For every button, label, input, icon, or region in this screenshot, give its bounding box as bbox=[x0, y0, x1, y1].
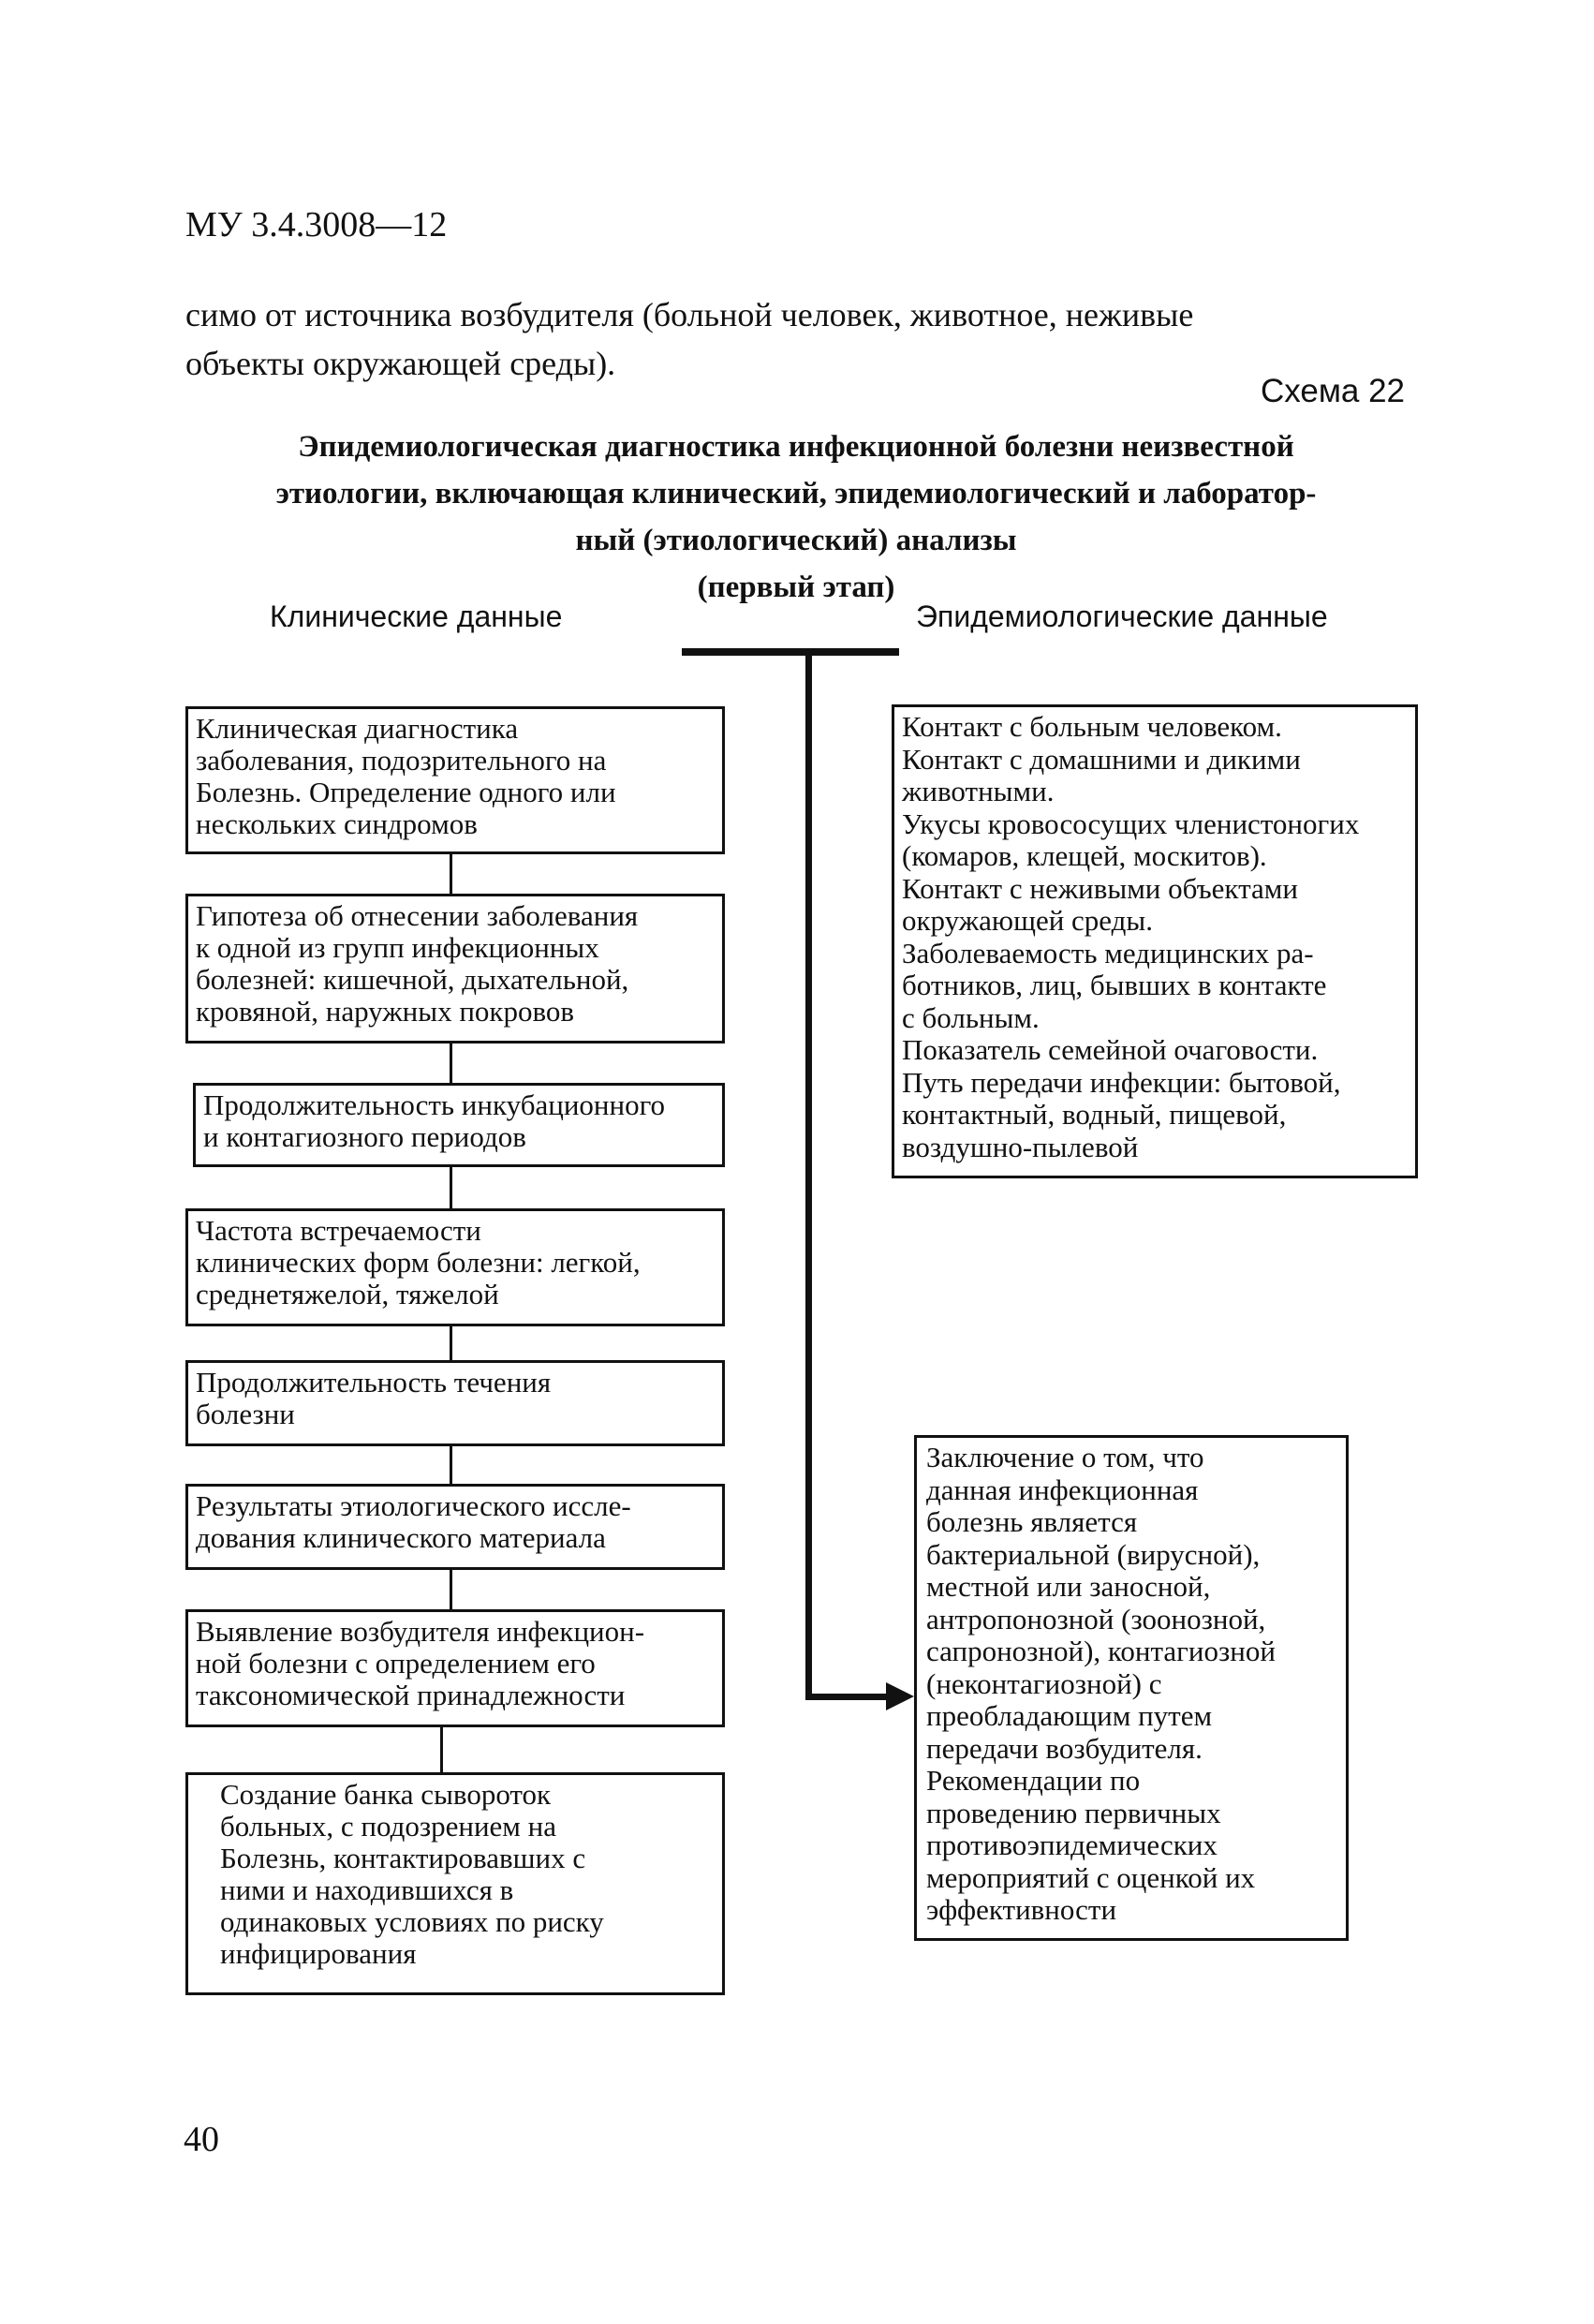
box-text-line: больных, с подозрением на bbox=[220, 1810, 557, 1843]
connector-line bbox=[450, 854, 452, 894]
title-line: ный (этиологический) анализы bbox=[575, 524, 1017, 557]
box-text-line: контактный, водный, пищевой, bbox=[902, 1098, 1287, 1131]
epidemiological-data-box bbox=[892, 704, 1418, 1178]
connector-line bbox=[450, 1446, 452, 1484]
scheme-label: Схема 22 bbox=[1260, 373, 1405, 409]
main-stem-line bbox=[805, 648, 812, 1699]
clinical-box-periods bbox=[193, 1083, 725, 1167]
connector-line bbox=[450, 1326, 452, 1360]
box-text-line: болезнь является bbox=[926, 1505, 1138, 1538]
box-text-line: Заключение о том, что bbox=[926, 1441, 1204, 1473]
intro-line: объекты окружающей среды). bbox=[185, 345, 616, 382]
box-text-line: проведению первичных bbox=[926, 1796, 1221, 1829]
box-text-line: Контакт с неживыми объектами bbox=[902, 871, 1298, 905]
box-text-line: кровяной, наружных покровов bbox=[196, 995, 575, 1028]
box-text-line: преобладающим путем bbox=[926, 1699, 1213, 1732]
box-text-line: (комаров, клещей, москитов). bbox=[902, 839, 1267, 872]
intro-line: симо от источника возбудителя (больной человек, животное, неживые bbox=[185, 296, 1194, 333]
box-text-line: бактериальной (вирусной), bbox=[926, 1537, 1261, 1571]
box-text-line: Частота встречаемости bbox=[196, 1214, 481, 1247]
clinical-box-serum-bank bbox=[185, 1772, 725, 1995]
title-line: Эпидемиологическая диагностика инфекционной болезни неизвестной bbox=[298, 430, 1294, 464]
box-text-line: Показатель семейной очаговости. bbox=[902, 1033, 1319, 1066]
box-text-line: заболевания, подозрительного на bbox=[196, 744, 607, 777]
box-text-line: воздушно-пылевой bbox=[902, 1130, 1139, 1163]
box-text-line: Продолжительность инкубационного bbox=[203, 1088, 666, 1121]
box-text-line: окружающей среды. bbox=[902, 904, 1154, 937]
document-code: МУ 3.4.3008—12 bbox=[185, 205, 448, 244]
box-text-line: болезни bbox=[196, 1398, 295, 1430]
column-header-epidemiological: Эпидемиологические данные bbox=[916, 600, 1328, 633]
box-text-line: передачи возбудителя. bbox=[926, 1731, 1203, 1765]
box-text-line: антропонозной (зоонозной, bbox=[926, 1602, 1266, 1636]
connector-line bbox=[450, 1570, 452, 1609]
box-text-line: Клиническая диагностика bbox=[196, 712, 519, 745]
box-text-line: противоэпидемических bbox=[926, 1828, 1218, 1861]
connector-line bbox=[450, 1044, 452, 1083]
box-text-line: данная инфекционная bbox=[926, 1473, 1199, 1506]
clinical-box-frequency bbox=[185, 1208, 725, 1326]
box-text-line: среднетяжелой, тяжелой bbox=[196, 1278, 499, 1310]
box-text-line: Выявление возбудителя инфекцион- bbox=[196, 1615, 645, 1648]
box-text-line: Болезнь, контактировавших с bbox=[220, 1842, 586, 1874]
box-text-line: одинаковых условиях по риску bbox=[220, 1905, 604, 1938]
connector-line bbox=[440, 1727, 443, 1772]
top-bar bbox=[682, 648, 899, 656]
box-text-line: дования клинического материала bbox=[196, 1521, 606, 1554]
box-text-line: Укусы кровососущих членистоногих bbox=[902, 807, 1360, 840]
arrow-head-icon bbox=[886, 1682, 914, 1710]
page-number: 40 bbox=[184, 2120, 219, 2159]
clinical-box-pathogen-detection bbox=[185, 1609, 725, 1727]
clinical-box-hypothesis bbox=[185, 894, 725, 1044]
conclusion-box bbox=[914, 1435, 1349, 1941]
clinical-box-etiology-results bbox=[185, 1484, 725, 1570]
box-text-line: Результаты этиологического иссле- bbox=[196, 1489, 631, 1522]
box-text-line: Болезнь. Определение одного или bbox=[196, 776, 616, 808]
box-text-line: Продолжительность течения bbox=[196, 1366, 552, 1399]
box-text-line: нескольких синдромов bbox=[196, 807, 478, 840]
box-text-line: Заболеваемость медицинских ра- bbox=[902, 936, 1314, 970]
clinical-box-duration bbox=[185, 1360, 725, 1446]
column-header-clinical: Клинические данные bbox=[270, 600, 563, 633]
box-text-line: с больным. bbox=[902, 1000, 1040, 1034]
clinical-box-diagnosis bbox=[185, 706, 725, 854]
box-text-line: мероприятий с оценкой их bbox=[926, 1860, 1256, 1894]
box-text-line: (неконтагиозной) с bbox=[926, 1666, 1162, 1700]
box-text-line: ной болезни с определением его bbox=[196, 1647, 596, 1680]
title-line: этиологии, включающая клинический, эпидемиологический и лаборатор- bbox=[275, 477, 1317, 511]
box-text-line: Гипотеза об отнесении заболевания bbox=[196, 899, 639, 932]
box-text-line: клинических форм болезни: легкой, bbox=[196, 1246, 641, 1279]
box-text-line: сапронозной), контагиозной bbox=[926, 1635, 1276, 1667]
box-text-line: и контагиозного периодов bbox=[203, 1120, 526, 1153]
box-text-line: к одной из групп инфекционных bbox=[196, 931, 599, 964]
box-text-line: эффективности bbox=[926, 1893, 1117, 1926]
box-text-line: Контакт с домашними и дикими bbox=[902, 742, 1301, 776]
box-text-line: таксономической принадлежности bbox=[196, 1679, 626, 1711]
box-text-line: Контакт с больным человеком. bbox=[902, 710, 1282, 743]
box-text-line: Создание банка сывороток bbox=[220, 1778, 552, 1811]
box-text-line: ними и находившихся в bbox=[220, 1873, 514, 1906]
box-text-line: Рекомендации по bbox=[926, 1764, 1141, 1797]
title-line: (первый этап) bbox=[697, 570, 895, 604]
box-text-line: болезней: кишечной, дыхательной, bbox=[196, 963, 629, 996]
box-text-line: Путь передачи инфекции: бытовой, bbox=[902, 1065, 1341, 1099]
arrow-shaft bbox=[805, 1694, 892, 1700]
box-text-line: инфицирования bbox=[220, 1937, 417, 1970]
box-text-line: местной или заносной, bbox=[926, 1570, 1211, 1603]
box-text-line: животными. bbox=[902, 775, 1055, 807]
connector-line bbox=[450, 1167, 452, 1208]
box-text-line: ботников, лиц, бывших в контакте bbox=[902, 969, 1327, 1001]
